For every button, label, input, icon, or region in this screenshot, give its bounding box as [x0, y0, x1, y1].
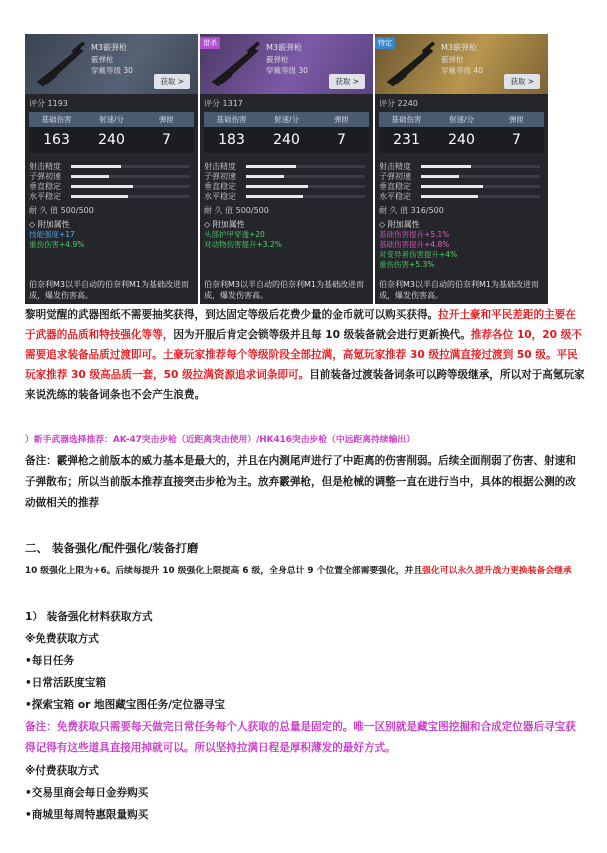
stat-value: 231 [393, 132, 420, 148]
weapon-type: 霰弹枪 [441, 55, 464, 64]
quality-ribbon: 猎杀 [200, 37, 220, 49]
stat-header-row [204, 112, 369, 127]
stat-value: 240 [98, 132, 125, 148]
stat-header: 基础伤害 [41, 115, 72, 124]
stat-bar-label: 水平稳定 [204, 191, 236, 201]
enhance-paragraph [25, 563, 585, 579]
stat-value: 163 [43, 132, 70, 148]
stat-bar-track [421, 165, 540, 168]
weapon-name: M3霰弹枪 [441, 43, 477, 52]
stat-value: 7 [337, 132, 346, 148]
extra-attribute: 对变异者伤害提升+4% [379, 250, 458, 259]
stat-bar-track [246, 195, 365, 198]
paid-methods-heading: ※付费获取方式 [25, 765, 99, 777]
weapon-score: 评分 1317 [204, 99, 243, 108]
stat-value: 240 [273, 132, 300, 148]
extra-attribute: 基础伤害提升+5.1% [379, 230, 450, 239]
weapon-type: 霰弹枪 [266, 55, 289, 64]
stat-bar-row [204, 191, 369, 201]
weapon-level: 穿戴等级 30 [91, 66, 133, 75]
enhance-highlight: 强化可以永久提升战力更换装备会继承 [422, 566, 572, 576]
stat-bar-row [29, 191, 194, 201]
stat-bar-row [29, 171, 194, 181]
weapon-name: M3霰弹枪 [266, 43, 302, 52]
free-method-item: •探索宝箱 or 地图藏宝图任务/定位器寻宝 [25, 699, 226, 711]
stat-header: 射速/分 [448, 115, 475, 124]
extra-attributes-heading: ◇ 附加属性 [379, 220, 420, 229]
get-button[interactable]: 获取 > [154, 74, 190, 89]
stat-value: 183 [218, 132, 245, 148]
stat-bar-track [421, 185, 540, 188]
weapon-hero [375, 34, 548, 94]
intro-highlight-1: 拉开土豪和平民差距的主要在于武器的品质和特技强化等等， [25, 309, 576, 341]
stat-bar-label: 垂直稳定 [379, 181, 411, 191]
get-button[interactable]: 获取 > [329, 74, 365, 89]
stat-bar-label: 子弹初速 [379, 171, 411, 181]
weapon-card [25, 34, 198, 304]
stat-bars [204, 161, 369, 201]
free-method-item: •每日任务 [25, 655, 75, 667]
stat-bar-label: 水平稳定 [29, 191, 61, 201]
intro-sentence-3: 目前装备过渡装备词条可以跨等级继承，所以对于高氪玩家来说洗练的装备词条也不会产生浪费。 [25, 369, 585, 401]
stat-bar-row [204, 171, 369, 181]
weapon-hero [25, 34, 198, 94]
stat-header: 弹匣 [509, 115, 524, 124]
free-methods-heading: ※免费获取方式 [25, 633, 99, 645]
weapon-hero [200, 34, 373, 94]
stat-value-row [204, 127, 369, 153]
extra-attribute: 头部护甲穿透+20 [204, 230, 265, 239]
stat-bar-track [246, 175, 365, 178]
stat-bar-row [379, 181, 544, 191]
intro-sentence-2: 因为开服后肯定会锁等级并且每 10 级装备就会进行更新换代。 [173, 329, 471, 341]
stat-bar-row [379, 191, 544, 201]
stat-bar-label: 子弹初速 [204, 171, 236, 181]
intro-highlight-2: 推荐各位 10，20 级不需要追求装备品质过渡即可。土豪玩家推荐每个等级阶段全部拉满，高氪玩家推荐 30 级拉满直接过渡到 50 级。平民玩家推荐 30 级高品质一套，50 级拉满资源追求词条即可。 [25, 329, 582, 381]
section-title-2: 二、 装备强化/配件强化/装备打磨 [25, 541, 199, 555]
weapon-description: 伯奈利M3以半自动的伯奈利M1为基础改进而成，爆发伤害高。 [29, 280, 189, 300]
enhance-text: 10 级强化上限为+6。后续每提升 10 级强化上限提高 6 级，全身总计 9 个位置全部需要强化，并且 [25, 566, 423, 576]
stat-bar-row [379, 161, 544, 171]
stat-bar-label: 射击精度 [379, 161, 411, 171]
stat-header: 射速/分 [273, 115, 300, 124]
weapon-level: 穿戴等级 30 [266, 66, 308, 75]
paid-method-item: •交易里商会每日金券购买 [25, 787, 149, 799]
extra-attributes-heading: ◇ 附加属性 [204, 220, 245, 229]
weapon-description: 伯奈利M3以半自动的伯奈利M1为基础改进而成，爆发伤害高。 [204, 280, 364, 300]
stat-bar-label: 子弹初速 [29, 171, 61, 181]
stat-value: 7 [512, 132, 521, 148]
extra-attribute: 重伤伤害+4.9% [29, 240, 85, 249]
stat-bar-fill [71, 185, 133, 188]
stat-bar-row [204, 161, 369, 171]
stat-value-row [379, 127, 544, 153]
stat-bar-fill [71, 195, 128, 198]
stat-bar-row [29, 161, 194, 171]
stat-bar-row [204, 181, 369, 191]
stat-header-row [379, 112, 544, 127]
intro-paragraph [25, 305, 585, 405]
extra-attribute: 技能强度+17 [29, 230, 75, 239]
extra-attribute: 基础伤害提升+4.8% [379, 240, 450, 249]
durability: 耐 久 值 500/500 [204, 206, 269, 215]
stat-bar-fill [71, 175, 109, 178]
stat-bar-track [421, 195, 540, 198]
stat-bar-fill [421, 175, 459, 178]
extra-attributes-heading: ◇ 附加属性 [29, 220, 70, 229]
get-button[interactable]: 获取 > [504, 74, 540, 89]
stat-bar-track [246, 165, 365, 168]
stat-bar-track [71, 165, 190, 168]
stat-bar-fill [71, 165, 121, 168]
note-shotgun: 备注：霰弹枪之前版本的威力基本是最大的，并且在内测尾声进行了中距离的伤害削弱。后续全面削弱了伤害、射速和子弹散布；所以当前版本推荐直接突击步枪为主。放弃霰弹枪，但是枪械的调整一直在进行当中，具体的根据公测的改动做相关的推荐 [25, 455, 576, 509]
stat-bar-row [29, 181, 194, 191]
quality-ribbon: 特定 [375, 37, 395, 49]
stat-value: 240 [448, 132, 475, 148]
durability: 耐 久 值 316/500 [379, 206, 444, 215]
intro-sentence: 黎明觉醒的武器图纸不需要抽奖获得，到达固定等级后花费少量的金币就可以购买获得。 [25, 309, 439, 321]
stat-bars [29, 161, 194, 201]
weapon-card [375, 34, 548, 304]
weapon-score: 评分 1193 [29, 99, 68, 108]
stat-bar-track [421, 175, 540, 178]
stat-bar-fill [246, 185, 308, 188]
shotgun-icon [31, 42, 91, 88]
stat-bar-label: 垂直稳定 [29, 181, 61, 191]
stat-bar-fill [421, 165, 471, 168]
stat-bar-track [71, 175, 190, 178]
stat-header-row [29, 112, 194, 127]
weapon-type: 霰弹枪 [91, 55, 114, 64]
durability: 耐 久 值 500/500 [29, 206, 94, 215]
weapon-recommendation: ）新手武器选择推荐：AK-47突击步枪（近距离突击使用）/HK416突击步枪（中远距离持续输出） [25, 435, 415, 445]
stat-bar-fill [246, 165, 296, 168]
free-method-item: •日常活跃度宝箱 [25, 677, 106, 689]
weapon-card [200, 34, 373, 304]
stat-bar-fill [246, 175, 284, 178]
stat-bar-fill [421, 185, 483, 188]
subsection-title-1: 1） 装备强化材料获取方式 [25, 611, 153, 623]
stat-header: 基础伤害 [216, 115, 247, 124]
stat-header: 弹匣 [334, 115, 349, 124]
stat-bar-track [71, 185, 190, 188]
stat-bar-label: 射击精度 [29, 161, 61, 171]
extra-attribute: 对动物伤害提升+3.2% [204, 240, 282, 249]
paid-method-item: •商城里每周特惠限量购买 [25, 809, 149, 821]
stat-bars [379, 161, 544, 201]
stat-bar-track [71, 195, 190, 198]
stat-bar-label: 水平稳定 [379, 191, 411, 201]
stat-value-row [29, 127, 194, 153]
weapon-name: M3霰弹枪 [91, 43, 127, 52]
note-free-methods: 备注：免费获取只需要每天做完日常任务每个人获取的总量是固定的。唯一区别就是藏宝图挖掘和合成定位器后寻宝获得记得有这些道具直接用掉就可以。所以坚持拉满日程是厚积薄发的最好方式。 [25, 721, 576, 754]
weapon-level: 穿戴等级 40 [441, 66, 483, 75]
extra-attribute: 重伤伤害+5.3% [379, 260, 435, 269]
weapon-score: 评分 2240 [379, 99, 418, 108]
stat-header: 弹匣 [159, 115, 174, 124]
stat-bar-fill [421, 195, 478, 198]
stat-bar-label: 垂直稳定 [204, 181, 236, 191]
stat-bar-fill [246, 195, 303, 198]
stat-bar-label: 射击精度 [204, 161, 236, 171]
stat-bar-row [379, 171, 544, 181]
stat-header: 基础伤害 [391, 115, 422, 124]
stat-bar-track [246, 185, 365, 188]
stat-header: 射速/分 [98, 115, 125, 124]
weapon-description: 伯奈利M3以半自动的伯奈利M1为基础改进而成，爆发伤害高。 [379, 280, 539, 300]
weapon-cards-screenshot [25, 34, 552, 304]
stat-value: 7 [162, 132, 171, 148]
